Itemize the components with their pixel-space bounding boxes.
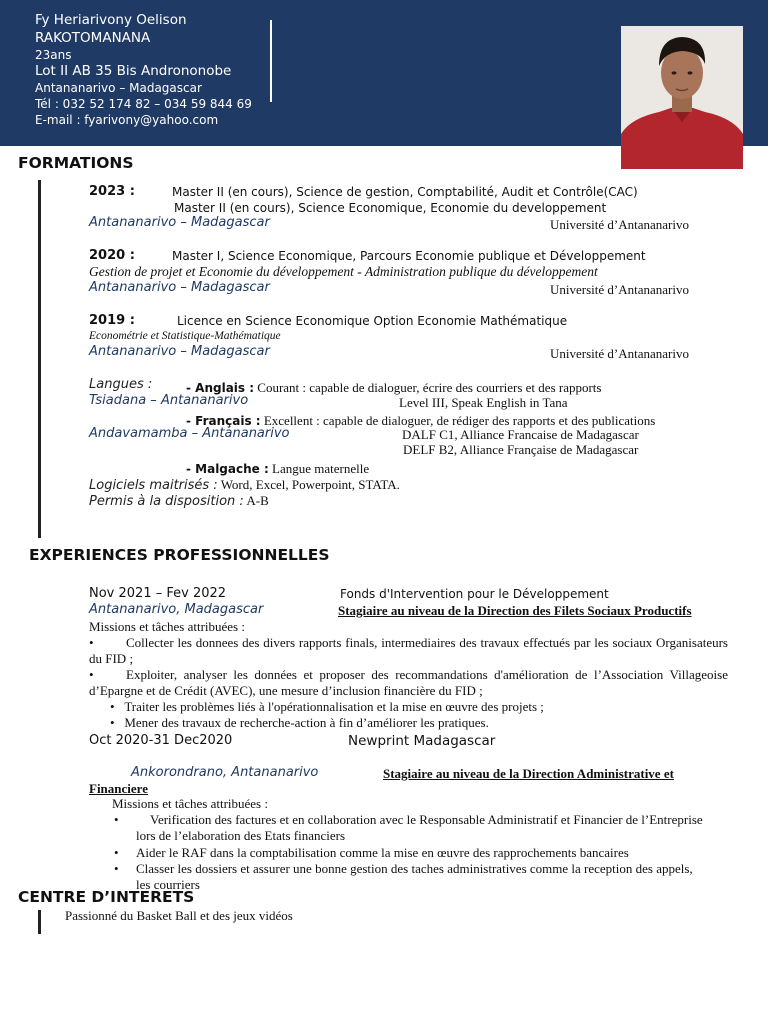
lang-level: Level III, Speak English in Tana	[399, 395, 568, 410]
lang-desc: Courant : capable de dialoguer, écrire des courriers et des rapports	[254, 380, 602, 395]
mission-bullet: • Traiter les problèmes liés à l'opérationnalisation et la mise en œuvre des projets ;	[110, 699, 544, 714]
missions-label: Missions et tâches attribuées :	[112, 796, 268, 811]
formation-place: Antananarivo – Madagascar	[89, 215, 270, 230]
name-last: RAKOTOMANANA	[35, 30, 151, 46]
email: E-mail : fyarivony@yahoo.com	[35, 113, 219, 127]
formation-school: Université d’Antananarivo	[550, 282, 689, 297]
mission-bullet: • Collecter les donnees des divers rapports finals, intermediaires des travaux effectués par les sociaux Organisateurs du FID ;	[89, 635, 728, 666]
address: Lot II AB 35 Bis Andrononobe	[35, 63, 232, 79]
formation-subtitle: Gestion de projet et Economie du développement - Administration publique du développement	[89, 264, 598, 279]
mission-bullet: • Exploiter, analyser les données et proposer des recommandations d'amélioration de l’Association Villageoise d’Epargne et de Crédit (AVEC), une mesure d’inclusion financière du FID ;	[89, 667, 728, 698]
formation-year: 2023 :	[89, 184, 135, 199]
mission-text: Exploiter, analyser les données et proposer des recommandations d'amélioration de l’Association Villageoise d’Epargne et de Crédit (AVEC), une mesure d’inclusion financière du FID ;	[89, 667, 728, 698]
mission-text: Mener des travaux de recherche-action à fin d’améliorer les pratiques.	[124, 715, 489, 730]
mission-bullet: • Mener des travaux de recherche-action à fin d’améliorer les pratiques.	[110, 715, 489, 730]
mission-text: Verification des factures et en collaboration avec le Responsable Administratif et Financier de l’Entreprise lors de l’elaboration des Etats financiers	[136, 812, 703, 843]
name-first: Fy Heriarivony Oelison	[35, 12, 187, 28]
permis-label: Permis à la disposition :	[89, 494, 244, 509]
interets-text: Passionné du Basket Ball et des jeux vidéos	[65, 908, 293, 923]
formation-school: Université d’Antananarivo	[550, 217, 689, 232]
mission-text: Traiter les problèmes liés à l'opérationnalisation et la mise en œuvre des projets ;	[124, 699, 544, 714]
lang-name: - Anglais :	[186, 381, 255, 395]
formation-degree: Master II (en cours), Science de gestion, Comptabilité, Audit et Contrôle(CAC)	[172, 185, 638, 199]
lang-place: Andavamamba – Antananarivo	[89, 426, 290, 441]
lang-level: DALF C1, Alliance Francaise de Madagascar	[402, 427, 639, 442]
logiciels-label: Logiciels maitrisés :	[89, 478, 218, 493]
formation-degree: Licence en Science Economique Option Economie Mathématique	[177, 314, 568, 328]
langues-label: Langues :	[89, 377, 153, 392]
age: 23ans	[35, 48, 72, 62]
lang-anglais	[186, 377, 601, 396]
mission-text: Aider le RAF dans la comptabilisation comme la mise en œuvre des rapprochements bancaires	[136, 845, 629, 860]
lang-level: DELF B2, Alliance Française de Madagascar	[403, 442, 639, 457]
header-separator	[270, 20, 272, 102]
lang-desc: Excellent : capable de dialoguer, de rédiger des rapports et des publications	[260, 413, 656, 428]
job-dates: Oct 2020-31 Dec2020	[89, 733, 233, 748]
mission-bullet: • Verification des factures et en collaboration avec le Responsable Administratif et Financier de l’Entreprise lors de l’elaboration des Etats financiers	[114, 812, 703, 843]
lang-desc: Langue maternelle	[268, 461, 370, 476]
job-org: Fonds d'Intervention pour le Développement	[340, 587, 609, 601]
profile-photo	[621, 26, 743, 169]
section-title-formations: FORMATIONS	[18, 154, 134, 172]
formation-degree: Master II (en cours), Science Economique, Economie du developpement	[174, 201, 607, 215]
permis-value: A-B	[243, 493, 269, 508]
job-role: Financiere	[89, 781, 148, 796]
permis	[89, 490, 269, 509]
section-title-interets: CENTRE D’INTERETS	[18, 888, 195, 906]
formation-place: Antananarivo – Madagascar	[89, 280, 270, 295]
job-role: Stagiaire au niveau de la Direction des Filets Sociaux Productifs	[338, 603, 692, 618]
lang-place: Tsiadana – Antananarivo	[89, 393, 249, 408]
mission-bullet: • Classer les dossiers et assurer une bonne gestion des taches administratives comme la reception des appels, les courriers	[114, 861, 693, 892]
job-dates: Nov 2021 – Fev 2022	[89, 586, 227, 601]
formation-school: Université d’Antananarivo	[550, 346, 689, 361]
mission-text: Classer les dossiers et assurer une bonne gestion des taches administratives comme la reception des appels, les courriers	[136, 861, 693, 892]
formation-place: Antananarivo – Madagascar	[89, 344, 270, 359]
formation-subtitle: Econométrie et Statistique-Mathématique	[89, 330, 281, 342]
lang-name: - Malgache :	[186, 462, 269, 476]
lang-name: - Français :	[186, 414, 261, 428]
formation-year: 2020 :	[89, 248, 135, 263]
job-org: Newprint Madagascar	[348, 733, 496, 749]
city: Antananarivo – Madagascar	[35, 81, 202, 95]
job-place: Antananarivo, Madagascar	[89, 602, 264, 617]
formation-degree: Master I, Science Economique, Parcours Economie publique et Développement	[172, 249, 646, 263]
phone: Tél : 032 52 174 82 – 034 59 844 69	[35, 97, 252, 111]
formation-year: 2019 :	[89, 313, 135, 328]
job-place: Ankorondrano, Antananarivo	[131, 765, 319, 780]
formations-vertical-bar	[38, 180, 41, 538]
logiciels-value: Word, Excel, Powerpoint, STATA.	[217, 477, 400, 492]
mission-bullet: • Aider le RAF dans la comptabilisation comme la mise en œuvre des rapprochements bancaires	[114, 845, 629, 860]
person-photo-icon	[621, 26, 743, 169]
section-title-experiences: EXPERIENCES PROFESSIONNELLES	[29, 546, 330, 564]
missions-label: Missions et tâches attribuées :	[89, 619, 245, 634]
mission-text: Collecter les donnees des divers rapports finals, intermediaires des travaux effectués par les sociaux Organisateurs du FID ;	[89, 635, 728, 666]
job-role: Stagiaire au niveau de la Direction Administrative et	[383, 766, 674, 781]
interets-vertical-bar	[38, 910, 41, 934]
